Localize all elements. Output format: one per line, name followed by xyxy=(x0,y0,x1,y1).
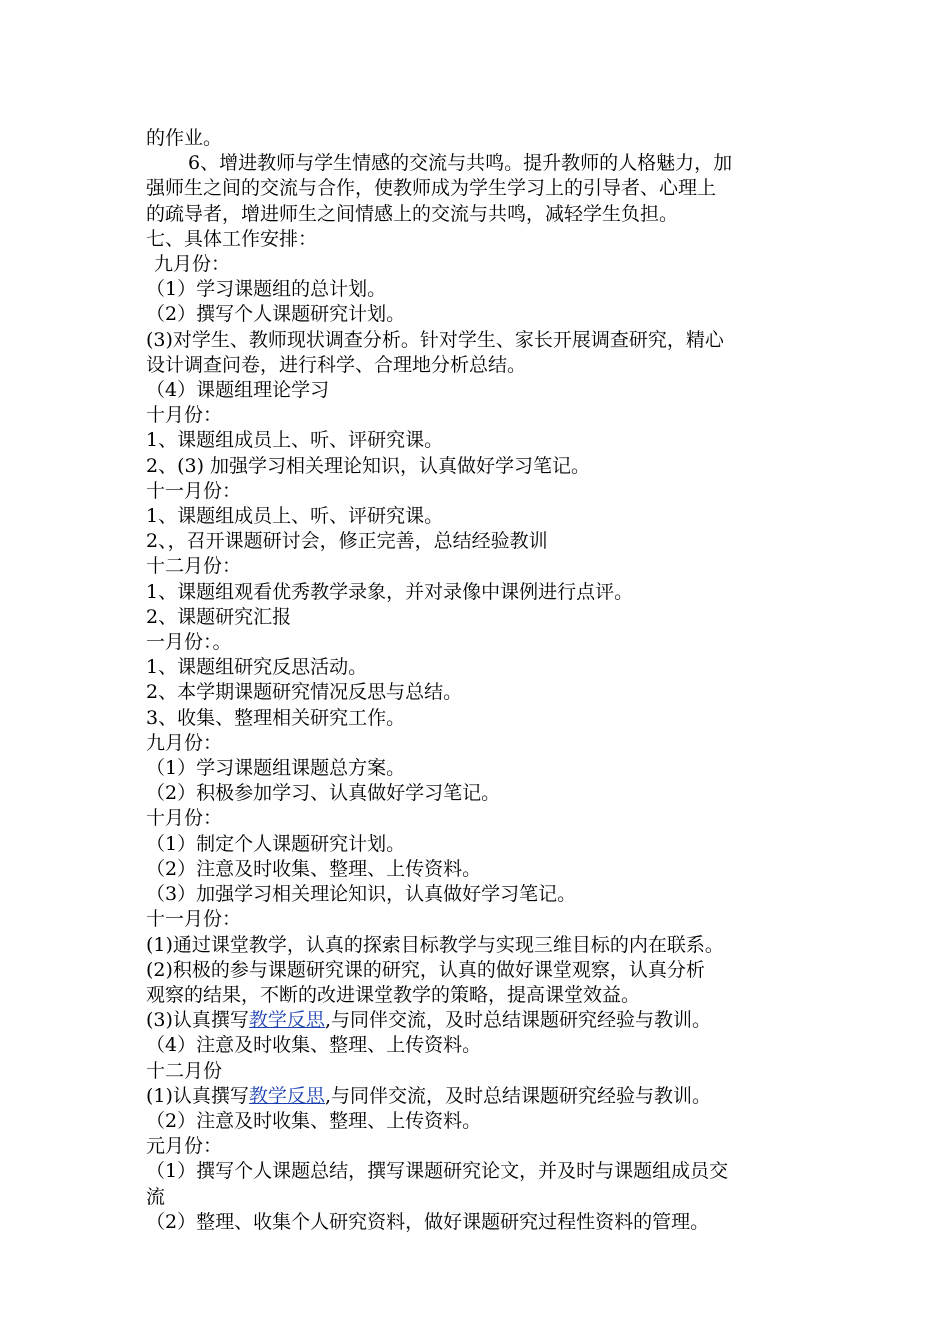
text-line: 十二月份： xyxy=(146,555,242,578)
text-line: 十月份： xyxy=(146,404,223,427)
text-line: 九月份： xyxy=(154,253,231,276)
text-line: 九月份： xyxy=(146,731,223,754)
text-line: 十二月份 xyxy=(146,1059,223,1082)
text-line: （1）制定个人课题研究计划。 xyxy=(146,832,406,855)
text-line: 元月份： xyxy=(146,1135,223,1158)
text-line: 十月份： xyxy=(146,807,223,830)
text-line: （2）撰写个人课题研究计划。 xyxy=(146,303,406,326)
text-line: （2）注意及时收集、整理、上传资料。 xyxy=(146,1109,482,1132)
text-line: (2)积极的参与课题研究课的研究，认真的做好课堂观察，认真分析 xyxy=(146,958,705,981)
text-line: 1、课题组成员上、听、评研究课。 xyxy=(146,429,444,452)
text-line: 2、课题研究汇报 xyxy=(146,605,292,628)
document-page xyxy=(146,126,836,1235)
text-line: 1、课题组研究反思活动。 xyxy=(146,656,368,679)
text-line: （2）整理、收集个人研究资料，做好课题研究过程性资料的管理。 xyxy=(146,1210,710,1233)
text-line: （1）学习课题组的总计划。 xyxy=(146,278,387,301)
text-line: 的疏导者，增进师生之间情感上的交流与共鸣，减轻学生负担。 xyxy=(146,202,679,225)
text-line: 1、课题组观看优秀教学录象，并对录像中课例进行点评。 xyxy=(146,580,634,603)
text-line: （4）注意及时收集、整理、上传资料。 xyxy=(146,1034,482,1057)
text-line: (1)通过课堂教学，认真的探索目标教学与实现三维目标的内在联系。 xyxy=(146,933,724,956)
line-prefix: (3)认真撰写 xyxy=(146,1009,249,1032)
text-line: 1、课题组成员上、听、评研究课。 xyxy=(146,505,444,528)
teaching-reflection-link[interactable]: 教学反思 xyxy=(248,1084,325,1107)
text-line: (3)对学生、教师现状调查分析。针对学生、家长开展调查研究，精心 xyxy=(146,328,724,351)
text-line: 3、收集、整理相关研究工作。 xyxy=(146,706,406,729)
text-line: （2）注意及时收集、整理、上传资料。 xyxy=(146,857,482,880)
text-line: （1）撰写个人课题总结，撰写课题研究论文，并及时与课题组成员交 xyxy=(146,1160,729,1183)
line-suffix: ,与同伴交流，及时总结课题研究经验与教训。 xyxy=(324,1009,711,1032)
line-prefix: (1)认真撰写 xyxy=(146,1084,249,1107)
text-line: 十一月份： xyxy=(146,479,242,502)
text-line: 2、(3) 加强学习相关理论知识，认真做好学习笔记。 xyxy=(146,454,591,477)
text-line: 观察的结果，不断的改进课堂教学的策略，提高课堂效益。 xyxy=(146,983,641,1006)
text-line: 6、增进教师与学生情感的交流与共鸣。提升教师的人格魅力，加 xyxy=(188,152,733,175)
text-line: 十一月份： xyxy=(146,908,242,931)
text-line: 2、，召开课题研讨会，修正完善，总结经验教训 xyxy=(146,530,548,553)
text-line xyxy=(146,1008,836,1033)
text-line: 一月份：。 xyxy=(146,631,232,654)
text-line xyxy=(146,1084,836,1109)
text-line: 的作业。 xyxy=(146,127,223,149)
text-line: 设计调查问卷，进行科学、合理地分析总结。 xyxy=(146,353,527,376)
text-line: （3）加强学习相关理论知识，认真做好学习笔记。 xyxy=(146,883,577,906)
line-suffix: ,与同伴交流，及时总结课题研究经验与教训。 xyxy=(324,1084,711,1107)
text-line: 强师生之间的交流与合作，使教师成为学生学习上的引导者、心理上 xyxy=(146,177,717,200)
text-line: 七、具体工作安排： xyxy=(146,227,318,250)
teaching-reflection-link[interactable]: 教学反思 xyxy=(248,1009,325,1032)
text-line: 流 xyxy=(146,1185,166,1208)
text-line: （4）课题组理论学习 xyxy=(146,379,330,402)
text-line: 2、本学期课题研究情况反思与总结。 xyxy=(146,681,463,704)
text-line: （1）学习课题组课题总方案。 xyxy=(146,757,406,780)
text-line: （2）积极参加学习、认真做好学习笔记。 xyxy=(146,782,501,805)
